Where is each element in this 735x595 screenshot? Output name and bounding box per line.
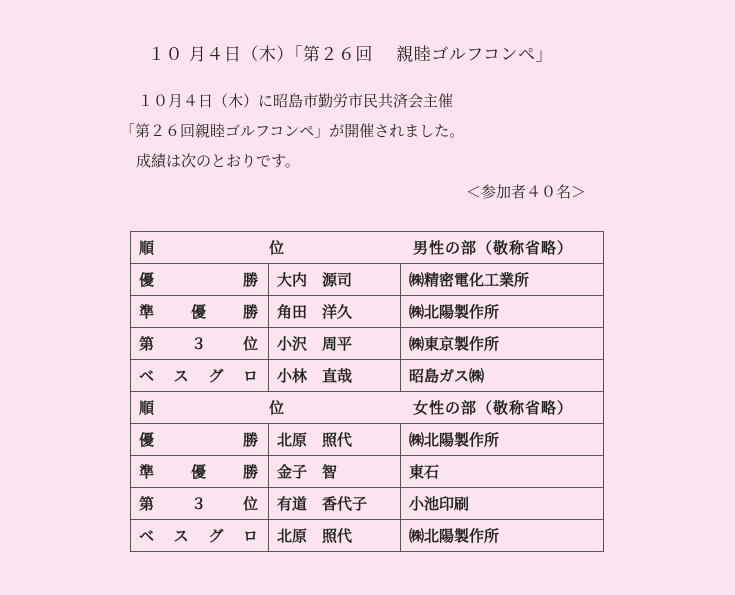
rank-cell [131,360,269,392]
rank-char: ス [173,367,189,385]
rank-cell [131,488,269,520]
rank-char: グ [208,527,224,545]
intro-line-1: １０月４日（木）に昭島市勤労市民共済会主催 [138,92,454,110]
rank-char: 勝 [242,271,258,289]
table-row [131,328,604,360]
rank-cell [131,296,269,328]
name-cell: 金子 智 [269,456,401,488]
rank-char: ベ [139,367,155,385]
rank-char: 優 [139,271,155,289]
rank-cell [131,328,269,360]
header-rank-start: 順 [139,399,155,417]
rank-char: 位 [242,495,258,513]
rank-cell [131,264,269,296]
table-row [131,456,604,488]
rank-char: 第 [139,495,155,513]
name-cell: 北原 照代 [269,520,401,552]
intro-line-3: 成績は次のとおりです。 [136,152,300,170]
company-cell: ㈱北陽製作所 [401,520,604,552]
women-section-header [131,392,604,424]
rank-char: グ [208,367,224,385]
table-row [131,360,604,392]
rank-char: 勝 [242,303,258,321]
name-cell: 小林 直哉 [269,360,401,392]
name-cell: 小沢 周平 [269,328,401,360]
rank-char: ロ [242,367,258,385]
table-row [131,520,604,552]
table-row [131,296,604,328]
participant-count: ＜参加者４０名＞ [466,183,587,201]
section-label: 女性の部（敬称省略） [412,399,573,417]
company-cell: ㈱北陽製作所 [401,424,604,456]
men-section-header [131,232,604,264]
rank-char: ス [173,527,189,545]
rank-cell [131,520,269,552]
rank-char: 準 [139,303,155,321]
company-cell: ㈱東京製作所 [401,328,604,360]
name-cell: 有道 香代子 [269,488,401,520]
intro-line-2: 「第２６回親睦ゴルフコンペ」が開催されました。 [120,122,465,140]
rank-char: 優 [139,431,155,449]
table-row [131,488,604,520]
company-cell: 東石 [401,456,604,488]
rank-cell [131,456,269,488]
rank-cell [131,424,269,456]
page-title: １０ 月４日（木）「第２６回 親睦ゴルフコンペ」 [148,45,553,65]
results-table [130,231,604,552]
name-cell: 北原 照代 [269,424,401,456]
company-cell: ㈱精密電化工業所 [401,264,604,296]
company-cell: 小池印刷 [401,488,604,520]
rank-char: 準 [139,463,155,481]
name-cell: 角田 洋久 [269,296,401,328]
company-cell: ㈱北陽製作所 [401,296,604,328]
header-rank-end: 位 [268,239,284,257]
rank-char: 勝 [242,431,258,449]
rank-char: 優 [190,303,206,321]
header-rank-end: 位 [268,399,284,417]
table-row [131,264,604,296]
rank-char: 勝 [242,463,258,481]
name-cell: 大内 源司 [269,264,401,296]
rank-char: 優 [190,463,206,481]
rank-char: ロ [242,527,258,545]
rank-char: ３ [190,335,206,353]
rank-char: ３ [190,495,206,513]
rank-char: 位 [242,335,258,353]
header-rank-start: 順 [139,239,155,257]
table-row [131,424,604,456]
section-label: 男性の部（敬称省略） [412,239,573,257]
company-cell: 昭島ガス㈱ [401,360,604,392]
rank-char: 第 [139,335,155,353]
rank-char: ベ [139,527,155,545]
